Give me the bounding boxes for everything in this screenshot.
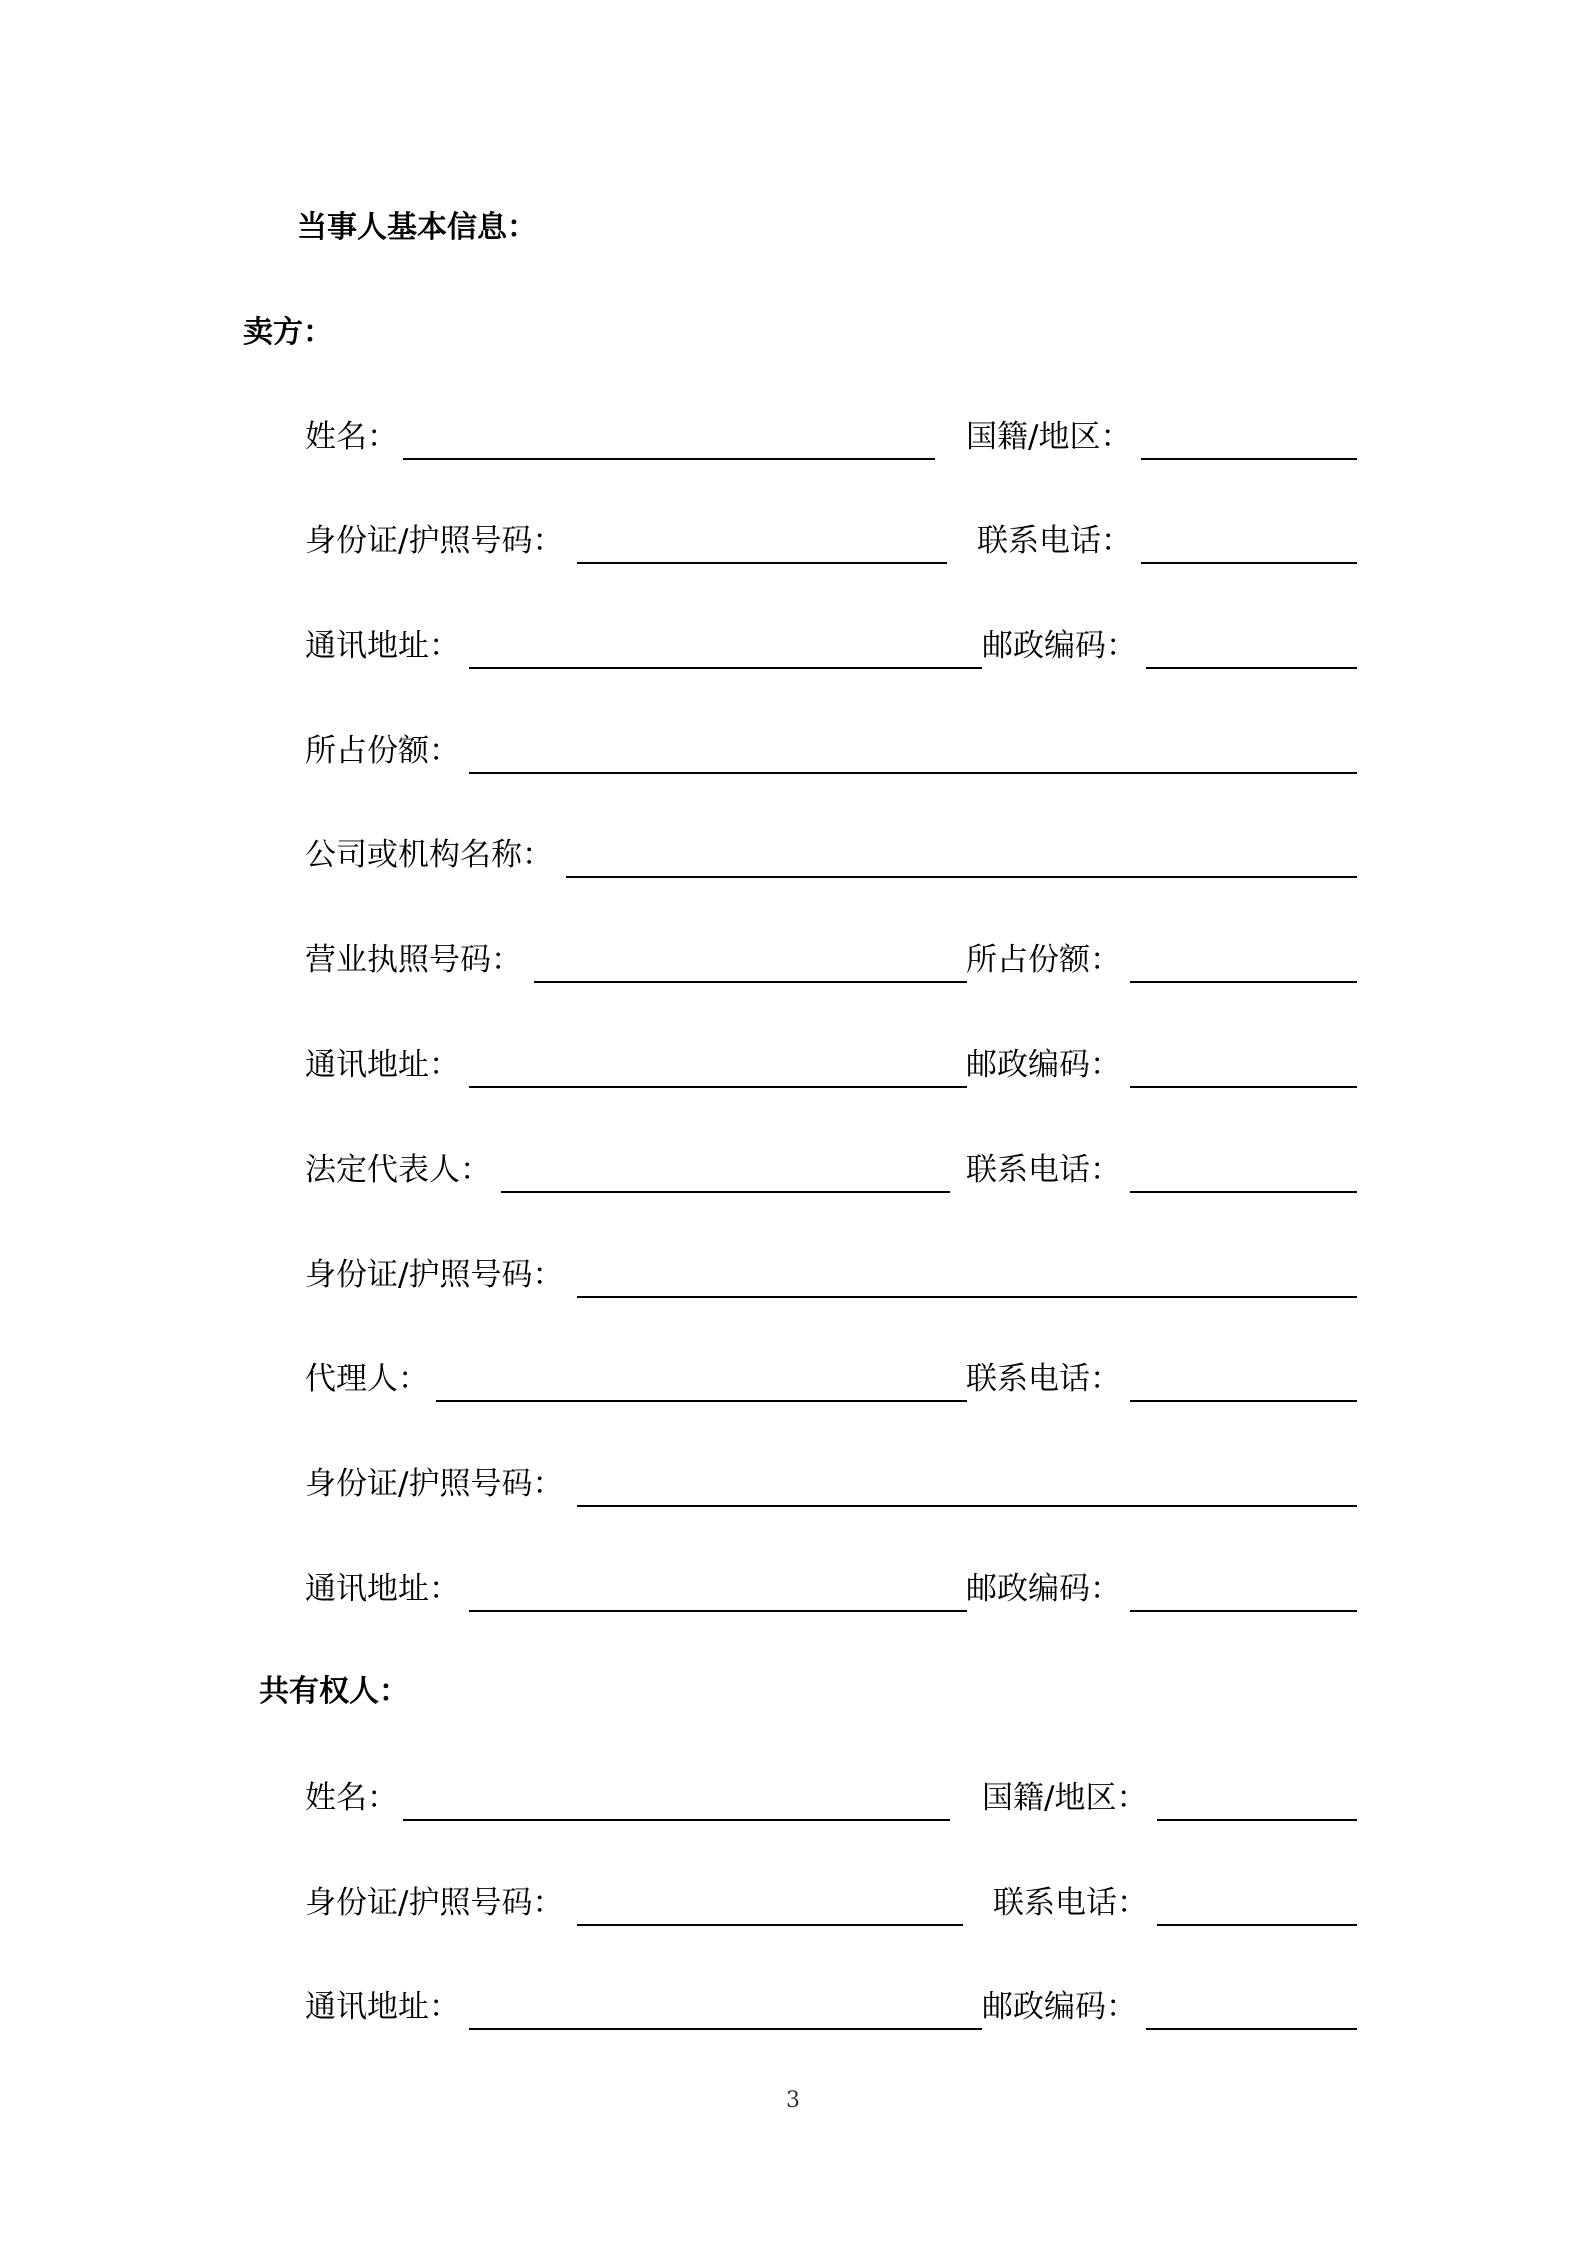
seller-nationality-label: 国籍/地区： (966, 419, 1132, 455)
seller-company-address-field[interactable] (469, 1086, 967, 1088)
seller-name-row (0, 415, 1586, 463)
seller-agent-address-row (0, 1567, 1586, 1615)
seller-legal-rep-row (0, 1148, 1586, 1196)
seller-agent-label: 代理人： (305, 1361, 429, 1397)
seller-address-label: 通讯地址： (305, 628, 460, 664)
seller-agent-row (0, 1357, 1586, 1405)
co-owner-id-row (0, 1881, 1586, 1929)
seller-agent-field[interactable] (436, 1400, 967, 1402)
co-owner-nationality-label: 国籍/地区： (982, 1780, 1148, 1816)
seller-agent-phone-label: 联系电话： (966, 1361, 1121, 1397)
co-owner-phone-label: 联系电话： (993, 1885, 1148, 1921)
seller-share-field[interactable] (469, 772, 1357, 774)
seller-company-share-label: 所占份额： (966, 942, 1121, 978)
seller-company-address-label: 通讯地址： (305, 1047, 460, 1083)
seller-legal-rep-phone-field[interactable] (1130, 1191, 1357, 1193)
co-owner-phone-field[interactable] (1157, 1924, 1357, 1926)
seller-id-row (0, 519, 1586, 567)
seller-license-label: 营业执照号码： (305, 942, 522, 978)
seller-address-row (0, 624, 1586, 672)
seller-company-field[interactable] (566, 876, 1357, 878)
seller-agent-address-field[interactable] (469, 1610, 967, 1612)
seller-agent-id-field[interactable] (577, 1505, 1357, 1507)
seller-company-postcode-label: 邮政编码： (966, 1047, 1121, 1083)
co-owner-postcode-field[interactable] (1146, 2028, 1357, 2030)
seller-name-field[interactable] (403, 458, 935, 460)
seller-agent-phone-field[interactable] (1130, 1400, 1357, 1402)
seller-phone-label: 联系电话： (977, 523, 1132, 559)
seller-legal-rep-label: 法定代表人： (305, 1152, 491, 1188)
seller-legal-rep-field[interactable] (501, 1191, 950, 1193)
seller-company-row (0, 833, 1586, 881)
seller-address-field[interactable] (469, 667, 982, 669)
seller-share-label: 所占份额： (305, 733, 460, 769)
seller-legal-rep-id-field[interactable] (577, 1296, 1357, 1298)
seller-share-row (0, 729, 1586, 777)
seller-license-row (0, 938, 1586, 986)
seller-company-label: 公司或机构名称： (305, 837, 553, 873)
seller-phone-field[interactable] (1141, 562, 1357, 564)
co-owner-name-row (0, 1776, 1586, 1824)
seller-postcode-label: 邮政编码： (982, 628, 1137, 664)
co-owner-nationality-field[interactable] (1157, 1819, 1357, 1821)
co-owner-address-field[interactable] (469, 2028, 982, 2030)
seller-heading: 卖方： (243, 315, 333, 350)
seller-postcode-field[interactable] (1146, 667, 1357, 669)
seller-agent-address-label: 通讯地址： (305, 1571, 460, 1607)
seller-nationality-field[interactable] (1141, 458, 1357, 460)
co-owner-id-field[interactable] (577, 1924, 963, 1926)
seller-legal-rep-id-row (0, 1253, 1586, 1301)
co-owner-postcode-label: 邮政编码： (982, 1989, 1137, 2025)
co-owner-name-label: 姓名： (305, 1780, 398, 1816)
seller-name-label: 姓名： (305, 419, 398, 455)
section-title: 当事人基本信息： (297, 210, 537, 245)
co-owner-id-label: 身份证/护照号码： (305, 1885, 564, 1921)
seller-agent-postcode-label: 邮政编码： (966, 1571, 1121, 1607)
seller-company-address-row (0, 1043, 1586, 1091)
seller-id-field[interactable] (577, 562, 947, 564)
seller-id-label: 身份证/护照号码： (305, 523, 564, 559)
co-owner-name-field[interactable] (403, 1819, 950, 1821)
seller-agent-id-label: 身份证/护照号码： (305, 1466, 564, 1502)
co-owner-heading: 共有权人： (259, 1674, 409, 1709)
seller-legal-rep-phone-label: 联系电话： (966, 1152, 1121, 1188)
seller-company-share-field[interactable] (1130, 981, 1357, 983)
seller-legal-rep-id-label: 身份证/护照号码： (305, 1257, 564, 1293)
co-owner-address-row (0, 1985, 1586, 2033)
page-number: 3 (786, 2088, 800, 2113)
seller-company-postcode-field[interactable] (1130, 1086, 1357, 1088)
co-owner-address-label: 通讯地址： (305, 1989, 460, 2025)
seller-license-field[interactable] (534, 981, 967, 983)
seller-agent-id-row (0, 1462, 1586, 1510)
seller-agent-postcode-field[interactable] (1130, 1610, 1357, 1612)
